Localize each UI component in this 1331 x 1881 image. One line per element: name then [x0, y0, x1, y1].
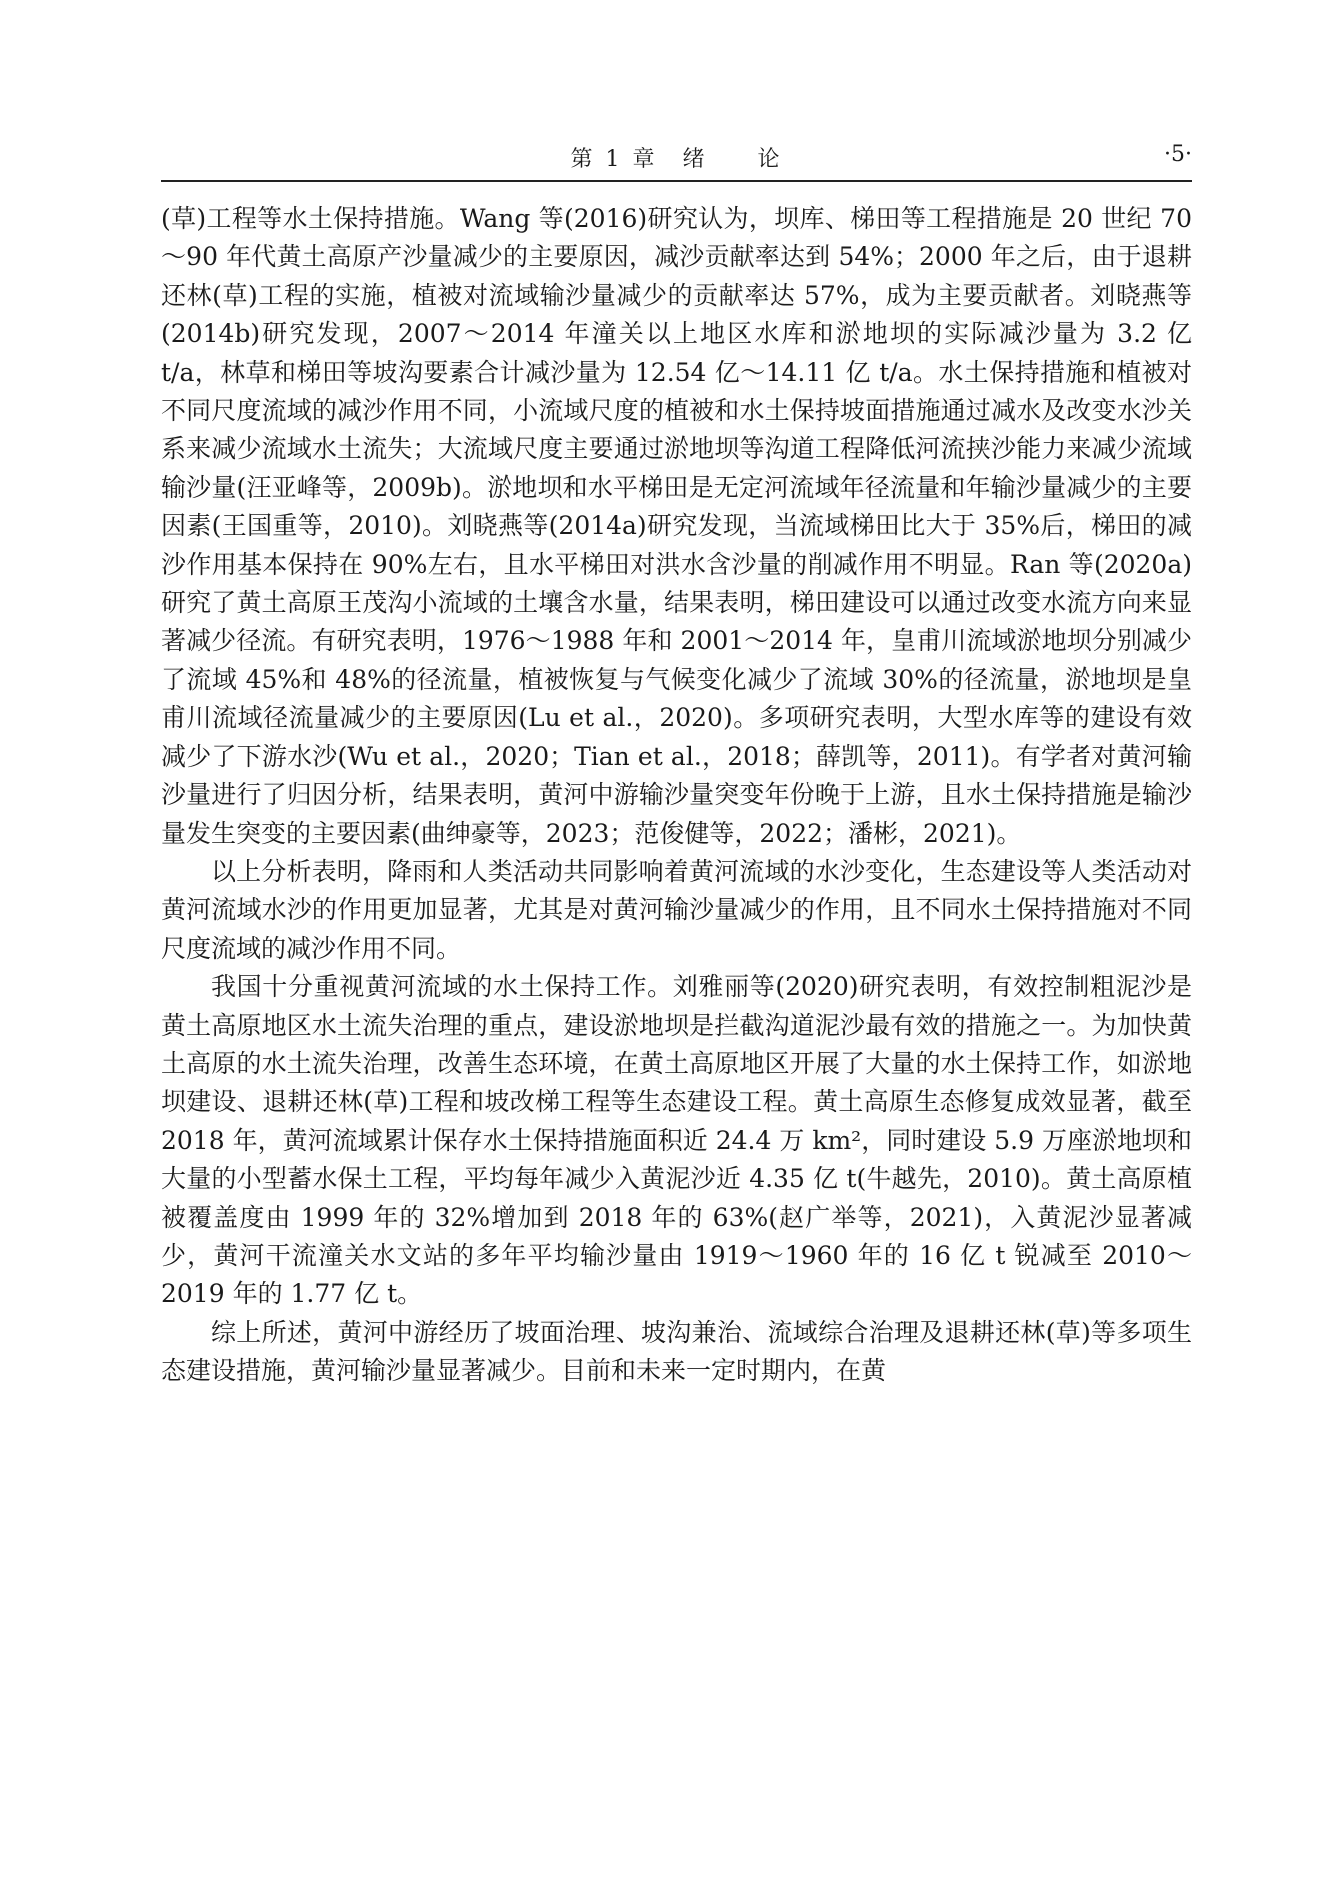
- paragraph-continued: (草)工程等水土保持措施。Wang 等(2016)研究认为，坝库、梯田等工程措施是 20 世纪 70～90 年代黄土高原产沙量减少的主要原因，减沙贡献率达到 54%；2000 年之后，由于退耕还林(草)工程的实施，植被对流域输沙量减少的贡献率达 57%，成为主要贡献者。刘晓燕等(2014b)研究发现，2007～2014 年潼关以上地区水库和淤地坝的实际减沙量为 3.2 亿 t/a，林草和梯田等坡沟要素合计减沙量为 12.54 亿～14.11 亿 t/a。水土保持措施和植被对不同尺度流域的减沙作用不同，小流域尺度的植被和水土保持坡面措施通过减水及改变水沙关系来减少流域水土流失；大流域尺度主要通过淤地坝等沟道工程降低河流挟沙能力来减少流域输沙量(汪亚峰等，2009b)。淤地坝和水平梯田是无定河流域年径流量和年输沙量减少的主要因素(王国重等，2010)。刘晓燕等(2014a)研究发现，当流域梯田比大于 35%后，梯田的减沙作用基本保持在 90%左右，且水平梯田对洪水含沙量的削减作用不明显。Ran 等(2020a)研究了黄土高原王茂沟小流域的土壤含水量，结果表明，梯田建设可以通过改变水流方向来显著减少径流。有研究表明，1976～1988 年和 2001～2014 年，皇甫川流域淤地坝分别减少了流域 45%和 48%的径流量，植被恢复与气候变化减少了流域 30%的径流量，淤地坝是皇甫川流域径流量减少的主要原因(Lu et al.，2020)。多项研究表明，大型水库等的建设有效减少了下游水沙(Wu et al.，2020；Tian et al.，2018；薛凯等，2011)。有学者对黄河输沙量进行了归因分析，结果表明，黄河中游输沙量突变年份晚于上游，且水土保持措施是输沙量发生突变的主要因素(曲绅豪等，2023；范俊健等，2022；潘彬，2021)。: [161, 204, 1192, 848]
- running-header: [161, 138, 1192, 178]
- paragraph: 以上分析表明，降雨和人类活动共同影响着黄河流域的水沙变化，生态建设等人类活动对黄河流域水沙的作用更加显著，尤其是对黄河输沙量减少的作用，且不同水土保持措施对不同尺度流域的减沙作用不同。: [161, 856, 1192, 963]
- chapter-title: 第 1 章 绪 论: [570, 147, 783, 172]
- page-number: ·5·: [1164, 142, 1192, 167]
- header-divider: [161, 180, 1192, 182]
- paragraph: 我国十分重视黄河流域的水土保持工作。刘雅丽等(2020)研究表明，有效控制粗泥沙是黄土高原地区水土流失治理的重点，建设淤地坝是拦截沟道泥沙最有效的措施之一。为加快黄土高原的水土流失治理，改善生态环境，在黄土高原地区开展了大量的水土保持工作，如淤地坝建设、退耕还林(草)工程和坡改梯工程等生态建设工程。黄土高原生态修复成效显著，截至 2018 年，黄河流域累计保存水土保持措施面积近 24.4 万 km²，同时建设 5.9 万座淤地坝和大量的小型蓄水保土工程，平均每年减少入黄泥沙近 4.35 亿 t(牛越先，2010)。黄土高原植被覆盖度由 1999 年的 32%增加到 2018 年的 63%(赵广举等，2021)，入黄泥沙显著减少，黄河干流潼关水文站的多年平均输沙量由 1919～1960 年的 16 亿 t 锐减至 2010～2019 年的 1.77 亿 t。: [161, 972, 1192, 1309]
- body-text: [161, 200, 1192, 1391]
- paragraph: 综上所述，黄河中游经历了坡面治理、坡沟兼治、流域综合治理及退耕还林(草)等多项生态建设措施，黄河输沙量显著减少。目前和未来一定时期内，在黄: [161, 1317, 1192, 1386]
